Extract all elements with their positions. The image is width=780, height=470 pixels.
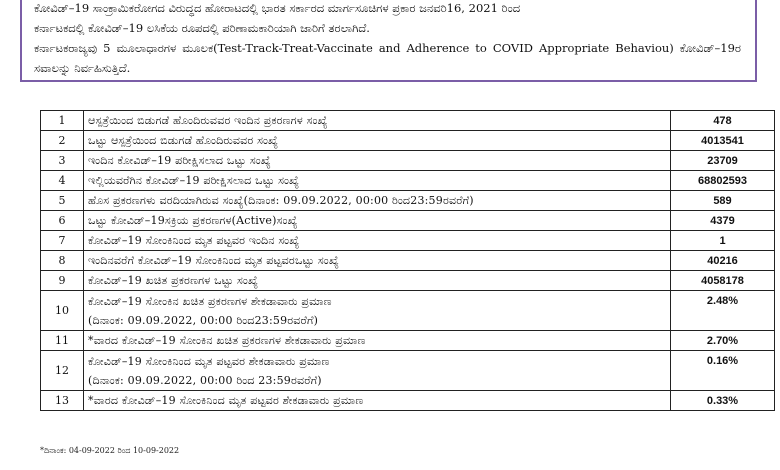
row-value: 2.70% xyxy=(671,331,775,351)
table-row xyxy=(41,391,775,411)
description-line: ಕೋವಿಡ್–19 ಖಚಿತ ಪ್ರಕರಣಗಳ ಒಟ್ಟು ಸಂಖ್ಯೆ xyxy=(88,274,259,287)
intro-box xyxy=(20,0,757,82)
row-number: 9 xyxy=(41,271,84,291)
row-number: 13 xyxy=(41,391,84,411)
table-row xyxy=(41,131,775,151)
intro-line-1: ಕೋವಿಡ್–19 ಸಾಂಕ್ರಾಮಿಕರೋಗದ ವಿರುದ್ಧದ ಹೋರಾಟದಲ್ಲಿ ಭಾರತ ಸರ್ಕಾರದ ಮಾರ್ಗಸೂಚಿಗಳ ಪ್ರಕಾರ ಜನವರಿ16, 2021 ರಿಂದ xyxy=(34,1,521,15)
row-number: 8 xyxy=(41,251,84,271)
description-line: ಒಟ್ಟು ಆಸ್ಪತ್ರೆಯಿಂದ ಬಿಡುಗಡೆ ಹೊಂದಿರುವವರ ಸಂಖ್ಯೆ xyxy=(88,134,279,147)
row-number: 12 xyxy=(41,351,84,391)
row-number: 11 xyxy=(41,331,84,351)
footnote: *ದಿನಾಂಕ: 04-09-2022 ರಿಂದ 10-09-2022 xyxy=(40,446,180,455)
table-row xyxy=(41,191,775,211)
description-line: ಇಲ್ಲಿಯವರೆಗಿನ ಕೋವಿಡ್–19 ಪರೀಕ್ಷಿಸಲಾದ ಒಟ್ಟು ಸಂಖ್ಯೆ xyxy=(88,174,300,187)
row-description xyxy=(84,151,671,171)
row-number: 10 xyxy=(41,291,84,331)
row-description xyxy=(84,251,671,271)
intro-line-3: ಕರ್ನಾಟಕರಾಜ್ಯವು 5 ಮೂಲಾಧಾರಗಳ ಮೂಲಕ(Test-Track-Treat-Vaccinate and Adherence to COVID Appropriate Behaviou) ಕೋವಿಡ್–19ರ ಸವಾಲನ್ನು ನಿರ್ವಹಿಸುತ್ತಿದೆ. xyxy=(34,41,741,75)
row-description xyxy=(84,231,671,251)
table-row xyxy=(41,271,775,291)
table-row xyxy=(41,171,775,191)
description-line: ಕೋವಿಡ್–19 ಸೋಂಕಿನಿಂದ ಮೃತ ಪಟ್ಟವರ ಇಂದಿನ ಸಂಖ್ಯೆ xyxy=(88,234,300,247)
description-line: (ದಿನಾಂಕ: 09.09.2022, 00:00 ರಿಂದ 23:59ರವರೆಗೆ) xyxy=(88,373,322,387)
row-number: 3 xyxy=(41,151,84,171)
row-value: 40216 xyxy=(671,251,775,271)
row-description xyxy=(84,271,671,291)
row-value: 0.16% xyxy=(671,351,775,391)
intro-line-2: ಕರ್ನಾಟಕದಲ್ಲಿ ಕೋವಿಡ್–19 ಲಸಿಕೆಯ ರೂಪದಲ್ಲಿ ಪರಿಣಾಮಕಾರಿಯಾಗಿ ಜಾರಿಗೆ ತರಲಾಗಿದೆ. xyxy=(34,21,370,35)
covid-stats-table xyxy=(40,110,775,411)
row-number: 4 xyxy=(41,171,84,191)
row-description xyxy=(84,211,671,231)
stats-table-body xyxy=(41,111,775,411)
row-number: 1 xyxy=(41,111,84,131)
row-description xyxy=(84,391,671,411)
description-line: (ದಿನಾಂಕ: 09.09.2022, 00:00 ರಿಂದ23:59ರವರೆಗೆ) xyxy=(88,313,319,327)
row-value: 478 xyxy=(671,111,775,131)
row-value: 0.33% xyxy=(671,391,775,411)
row-description xyxy=(84,191,671,211)
description-line: ಹೊಸ ಪ್ರಕರಣಗಳು ವರದಿಯಾಗಿರುವ ಸಂಖ್ಯೆ(ದಿನಾಂಕ: 09.09.2022, 00:00 ರಿಂದ23:59ರವರೆಗೆ) xyxy=(88,194,474,207)
table-row xyxy=(41,251,775,271)
description-line: *ವಾರದ ಕೋವಿಡ್–19 ಸೋಂಕಿನಿಂದ ಮೃತ ಪಟ್ಟವರ ಶೇಕಡಾವಾರು ಪ್ರಮಾಣ xyxy=(88,394,364,407)
table-row xyxy=(41,231,775,251)
table-row xyxy=(41,211,775,231)
table-row xyxy=(41,291,775,331)
row-description xyxy=(84,331,671,351)
description-line: ಕೋವಿಡ್–19 ಸೋಂಕಿನ ಖಚಿತ ಪ್ರಕರಣಗಳ ಶೇಕಡಾವಾರು ಪ್ರಮಾಣ xyxy=(88,294,332,308)
row-description xyxy=(84,111,671,131)
row-number: 6 xyxy=(41,211,84,231)
row-value: 2.48% xyxy=(671,291,775,331)
description-line: ಇಂದಿನವರೆಗೆ ಕೋವಿಡ್–19 ಸೋಂಕಿನಿಂದ ಮೃತ ಪಟ್ಟವರಒಟ್ಟು ಸಂಖ್ಯೆ xyxy=(88,254,339,267)
description-line: ಆಸ್ಪತ್ರೆಯಿಂದ ಬಿಡುಗಡೆ ಹೊಂದಿರುವವರ ಇಂದಿನ ಪ್ರಕರಣಗಳ ಸಂಖ್ಯೆ xyxy=(88,114,328,127)
table-row xyxy=(41,351,775,391)
description-line: ಒಟ್ಟು ಕೋವಿಡ್–19ಸಕ್ರಿಯ ಪ್ರಕರಣಗಳ(Active)ಸಂಖ್ಯೆ xyxy=(88,214,298,227)
description-line: ಕೋವಿಡ್–19 ಸೋಂಕಿನಿಂದ ಮೃತ ಪಟ್ಟವರ ಶೇಕಡಾವಾರು ಪ್ರಮಾಣ xyxy=(88,354,330,368)
row-value: 589 xyxy=(671,191,775,211)
row-number: 5 xyxy=(41,191,84,211)
row-description xyxy=(84,291,671,331)
row-value: 1 xyxy=(671,231,775,251)
row-description xyxy=(84,351,671,391)
table-row xyxy=(41,331,775,351)
row-value: 4058178 xyxy=(671,271,775,291)
row-description xyxy=(84,131,671,151)
table-row xyxy=(41,111,775,131)
description-line: ಇಂದಿನ ಕೋವಿಡ್–19 ಪರೀಕ್ಷಿಸಲಾದ ಒಟ್ಟು ಸಂಖ್ಯೆ xyxy=(88,154,271,167)
row-number: 7 xyxy=(41,231,84,251)
row-value: 4379 xyxy=(671,211,775,231)
row-description xyxy=(84,171,671,191)
row-value: 68802593 xyxy=(671,171,775,191)
row-number: 2 xyxy=(41,131,84,151)
table-row xyxy=(41,151,775,171)
row-value: 23709 xyxy=(671,151,775,171)
description-line: *ವಾರದ ಕೋವಿಡ್–19 ಸೋಂಕಿನ ಖಚಿತ ಪ್ರಕರಣಗಳ ಶೇಕಡಾವಾರು ಪ್ರಮಾಣ xyxy=(88,334,366,347)
row-value: 4013541 xyxy=(671,131,775,151)
